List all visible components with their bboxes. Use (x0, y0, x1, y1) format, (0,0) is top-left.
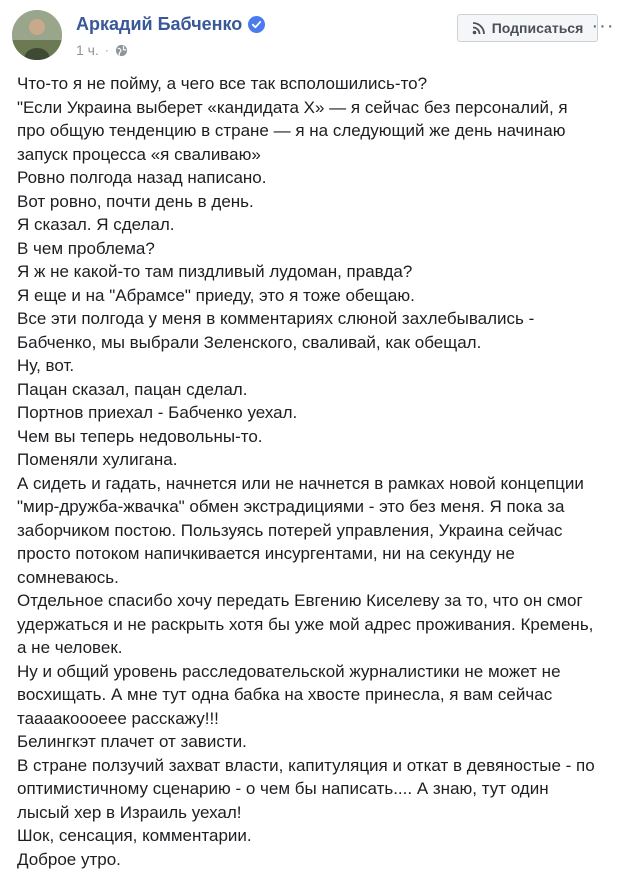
more-options-button[interactable]: ··· (591, 14, 615, 37)
post-text-line: Вот ровно, почти день в день. (17, 191, 254, 211)
post-text-line: В чем проблема? (17, 238, 155, 258)
post-header (12, 8, 613, 64)
post-text-line: восхищать. А мне тут одна бабка на хвосте принесла, я вам сейчас (17, 685, 553, 704)
post-text-line: Пацан сказал, пацан сделал. (17, 379, 248, 399)
post-text-line: лысый хер в Израиль уехал! (17, 802, 242, 822)
author-name-link[interactable]: Аркадий Бабченко (76, 14, 243, 34)
post-text-line: Что-то я не пойму, а чего все так всполошились-то? (17, 74, 428, 93)
post-text-line: "мир-дружба-жвачка" обмен экстрадициями - это без меня. Я пока за (17, 497, 565, 516)
post-text-line: Ну и общий уровень расследовательской журналистики не может не (17, 661, 561, 681)
meta-separator: · (104, 43, 109, 57)
post-text (17, 72, 617, 871)
post-text-line: "Если Украина выберет «кандидата Х» — я сейчас без персоналий, я (17, 97, 568, 117)
rss-icon (472, 21, 486, 35)
post-text-line: Чем вы теперь недовольны-то. (17, 426, 263, 446)
post-text-line: а не человек. (17, 638, 123, 657)
post-meta (76, 42, 128, 58)
post-text-line: Шок, сенсация, комментарии. (17, 826, 252, 845)
post-text-line: Доброе утро. (17, 849, 121, 869)
post-text-line: удержаться и не раскрыть хотя бы уже мой адрес проживания. Кремень, (17, 614, 594, 634)
post-text-line: оптимистичному сценарию - о чем бы написать.... А знаю, тут один (17, 779, 549, 798)
post-text-line: Ровно полгода назад написано. (17, 168, 267, 187)
post-text-line: Я сказал. Я сделал. (17, 215, 175, 234)
post-text-line: просто потоком напичкивается инсургентами, ни на секунду не (17, 544, 515, 563)
subscribe-button[interactable] (457, 14, 598, 42)
author-line (76, 14, 265, 35)
subscribe-label: Подписаться (491, 20, 584, 36)
post-text-line: про общую тенденцию в стране — я на следующий же день начинаю (17, 121, 566, 140)
verified-badge-icon (248, 16, 265, 33)
post-text-line: сомневаюсь. (17, 567, 119, 587)
globe-icon[interactable] (115, 44, 128, 57)
post-text-line: таааакоооеее расскажу!!! (17, 708, 219, 728)
post-timestamp[interactable]: 1 ч. (76, 42, 99, 58)
post-text-line: запуск процесса «я сваливаю» (17, 144, 261, 164)
post-text-line: Портнов приехал - Бабченко уехал. (17, 403, 298, 422)
post-text-line: А сидеть и гадать, начнется или не начнется в рамках новой концепции (17, 473, 584, 493)
post-text-line: Белингкэт плачет от зависти. (17, 732, 247, 751)
post-text-line: Отдельное спасибо хочу передать Евгению Киселеву за то, что он смог (17, 591, 583, 610)
post-text-line: Все эти полгода у меня в комментариях слюной захлебывались - (17, 309, 535, 328)
post-text-line: заборчиком постою. Пользуясь потерей управления, Украина сейчас (17, 520, 563, 540)
post-text-line: Я ж не какой-то там пиздливый лудоман, правда? (17, 262, 413, 281)
author-avatar[interactable] (12, 10, 62, 60)
post-text-line: Ну, вот. (17, 356, 75, 375)
avatar-photo (12, 10, 62, 60)
post-text-line: Поменяли хулигана. (17, 450, 178, 469)
post-text-line: Бабченко, мы выбрали Зеленского, сваливай, как обещал. (17, 332, 482, 352)
post-text-line: Я еще и на "Абрамсе" приеду, это я тоже обещаю. (17, 285, 415, 305)
post-text-line: В стране ползучий захват власти, капитуляция и откат в девяностые - по (17, 755, 595, 775)
